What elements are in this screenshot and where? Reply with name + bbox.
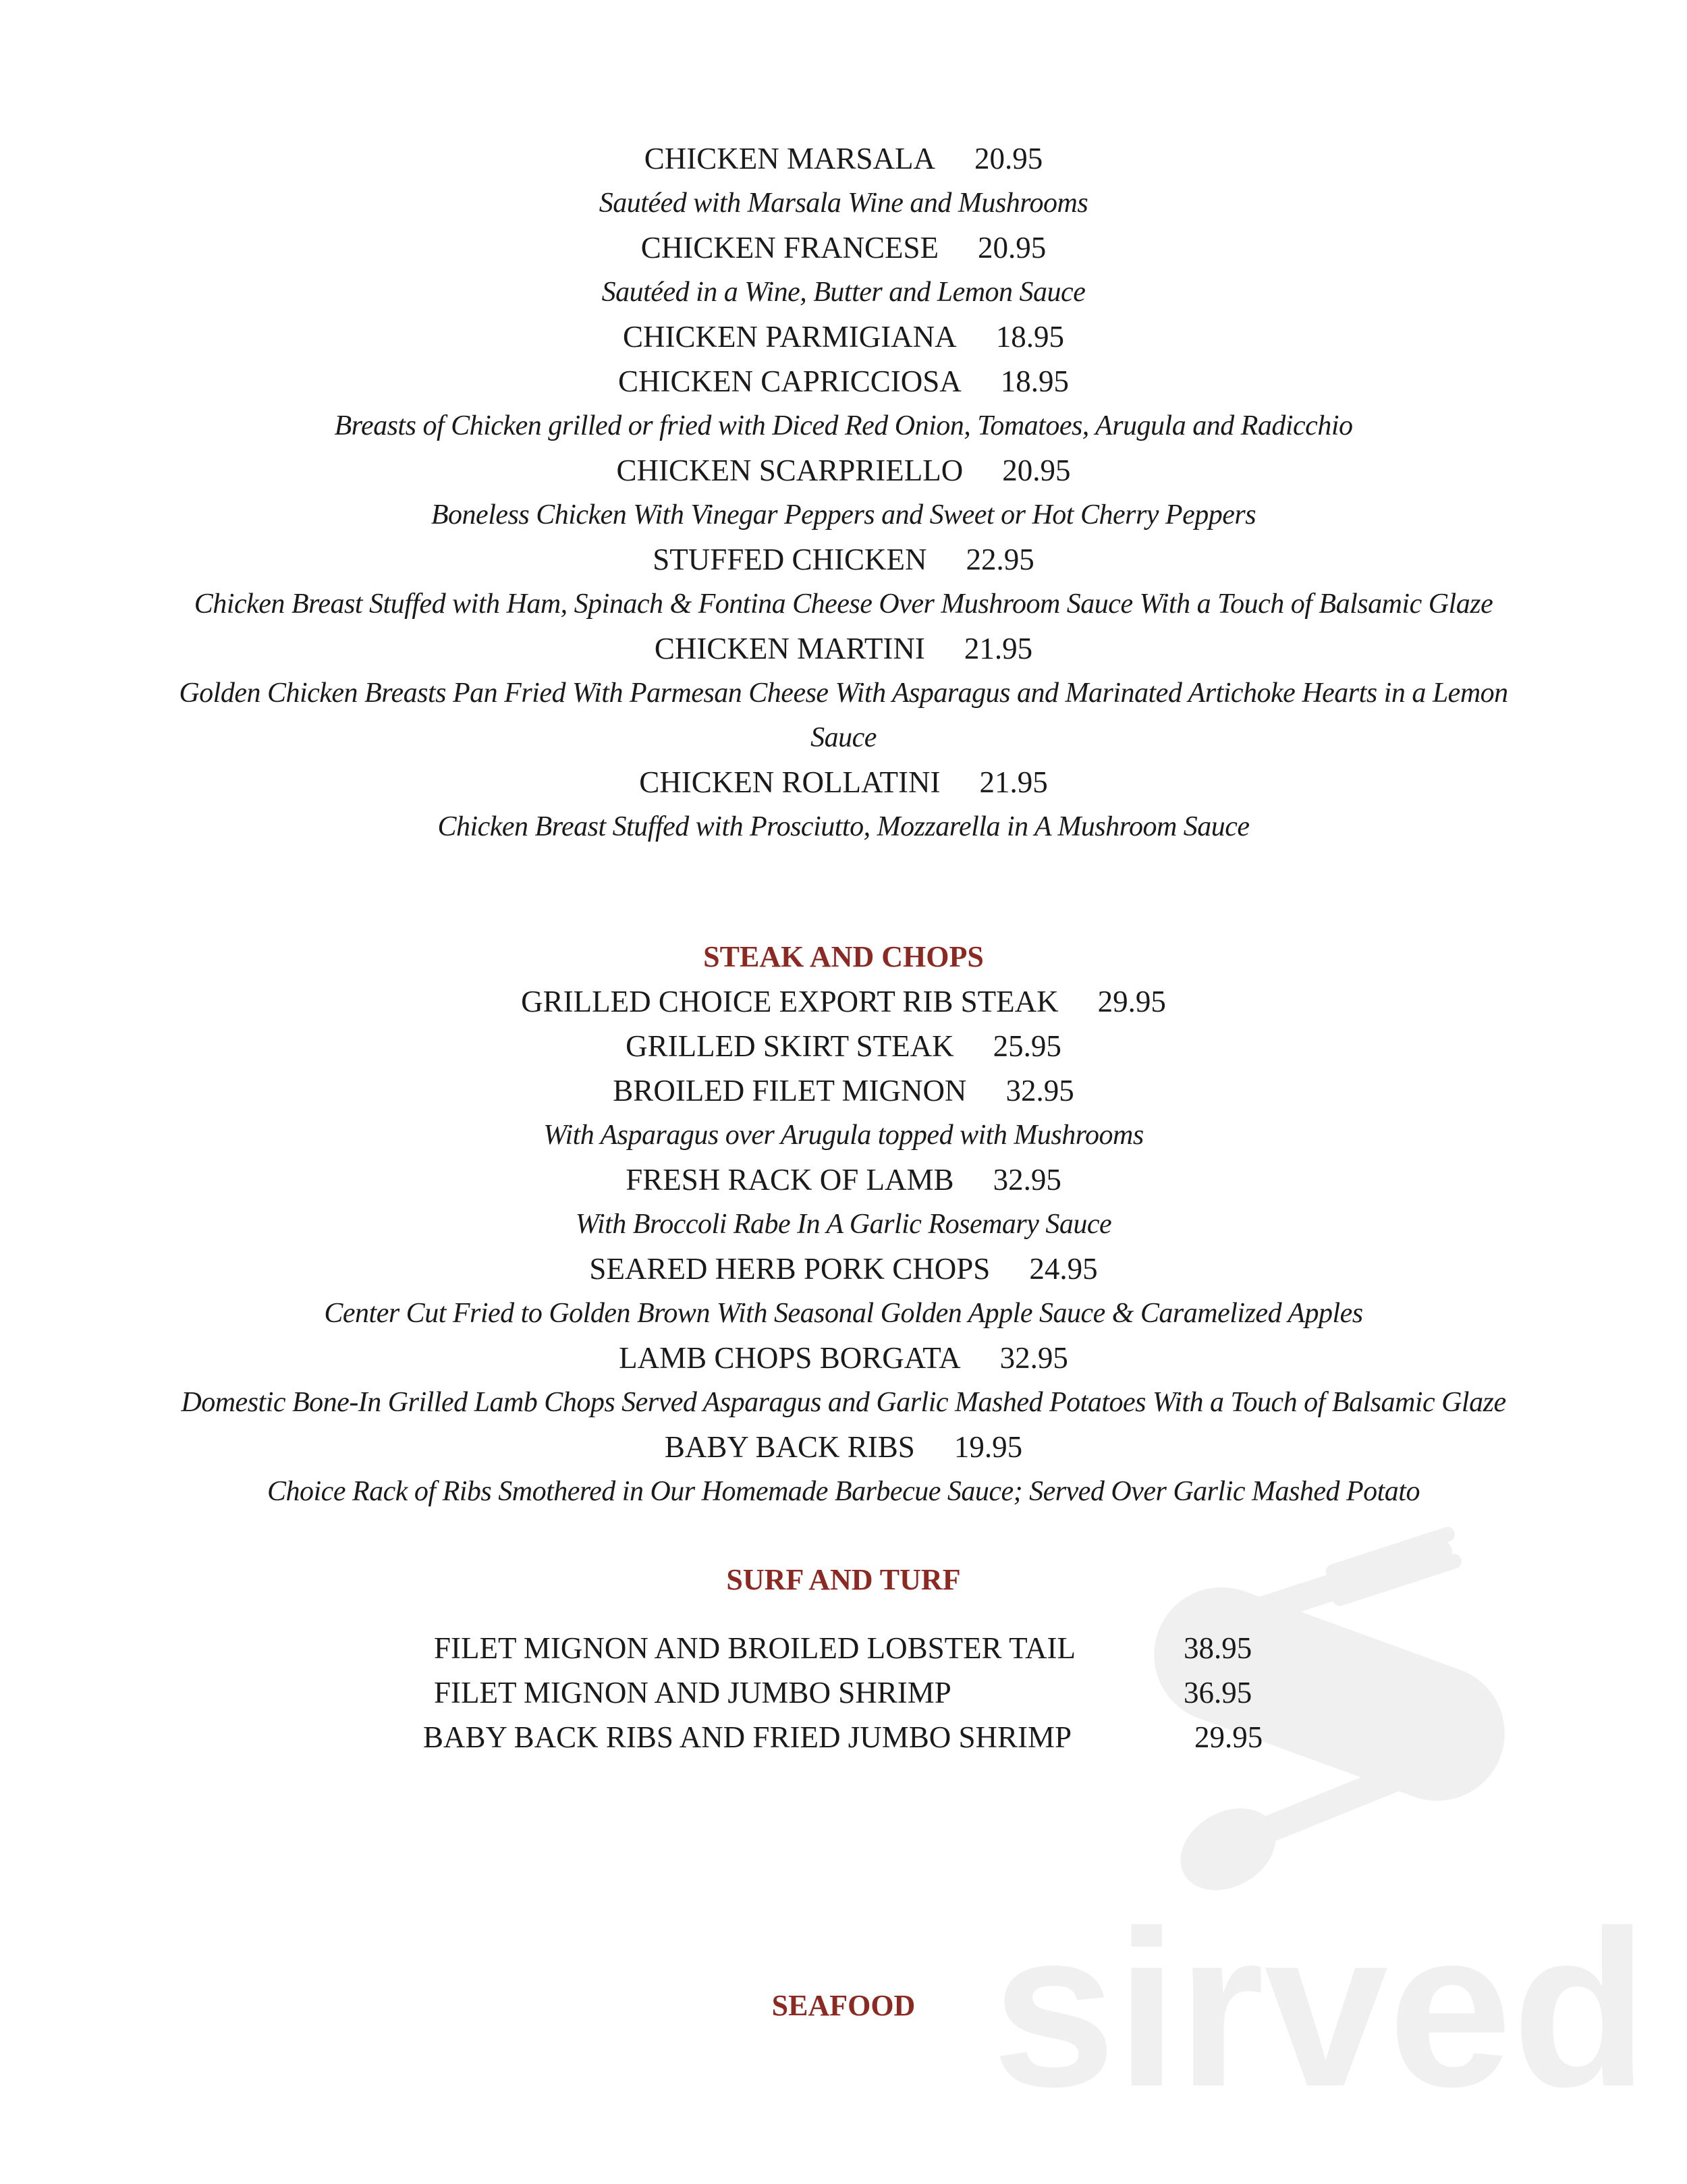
item-name: GRILLED SKIRT STEAK bbox=[626, 1029, 954, 1063]
menu-item bbox=[0, 760, 1687, 804]
item-price: 38.95 bbox=[1184, 1631, 1252, 1665]
menu-item bbox=[0, 1425, 1687, 1469]
item-price: 29.95 bbox=[1097, 985, 1166, 1018]
item-description: Domestic Bone-In Grilled Lamb Chops Served Asparagus and Garlic Mashed Potatoes With a Touch of Balsamic Glaze bbox=[181, 1387, 1506, 1418]
item-name: LAMB CHOPS BORGATA bbox=[619, 1341, 961, 1375]
item-price: 32.95 bbox=[1005, 1074, 1074, 1108]
item-price: 18.95 bbox=[1000, 364, 1070, 398]
item-name: FRESH RACK OF LAMB bbox=[626, 1163, 954, 1197]
item-description: Sautéed with Marsala Wine and Mushrooms bbox=[599, 188, 1088, 219]
item-price: 21.95 bbox=[979, 765, 1048, 799]
menu-item bbox=[0, 315, 1687, 359]
item-name: FILET MIGNON AND BROILED LOBSTER TAIL bbox=[434, 1631, 1076, 1665]
item-price: 21.95 bbox=[964, 632, 1033, 665]
item-description: Golden Chicken Breasts Pan Fried With Parmesan Cheese With Asparagus and Marinated Artichoke Hearts in a Lemon bbox=[179, 678, 1508, 709]
item-description: Boneless Chicken With Vinegar Peppers and Sweet or Hot Cherry Peppers bbox=[431, 499, 1256, 530]
steak-section bbox=[0, 935, 1687, 1514]
item-price: 18.95 bbox=[995, 320, 1064, 354]
menu-item bbox=[0, 359, 1687, 404]
item-price: 32.95 bbox=[999, 1341, 1068, 1375]
item-name: GRILLED CHOICE EXPORT RIB STEAK bbox=[521, 985, 1059, 1018]
menu-item bbox=[0, 1247, 1687, 1291]
watermark-text: sirved bbox=[992, 1884, 1649, 2133]
item-description: Chicken Breast Stuffed with Prosciutto, Mozzarella in A Mushroom Sauce bbox=[437, 811, 1250, 842]
item-description: With Broccoli Rabe In A Garlic Rosemary Sauce bbox=[575, 1209, 1112, 1240]
item-description: Sauce bbox=[810, 722, 877, 753]
item-name: BABY BACK RIBS AND FRIED JUMBO SHRIMP bbox=[423, 1720, 1072, 1754]
item-name: CHICKEN CAPRICCIOSA bbox=[617, 364, 962, 398]
menu-item bbox=[0, 1068, 1687, 1113]
item-name: CHICKEN FRANCESE bbox=[640, 231, 939, 265]
item-description: Breasts of Chicken grilled or fried with Diced Red Onion, Tomatoes, Arugula and Radicchio bbox=[334, 410, 1353, 441]
item-name: CHICKEN MARTINI bbox=[654, 632, 925, 665]
section-heading-surf: SURF AND TURF bbox=[726, 1563, 961, 1596]
item-price: 22.95 bbox=[966, 543, 1034, 576]
menu-item bbox=[0, 537, 1687, 582]
section-heading-steak: STEAK AND CHOPS bbox=[703, 940, 984, 973]
section-heading-seafood: SEAFOOD bbox=[771, 1989, 916, 2022]
menu-item bbox=[0, 1336, 1687, 1380]
menu-item bbox=[0, 136, 1687, 181]
item-name: BROILED FILET MIGNON bbox=[613, 1074, 967, 1108]
item-name: CHICKEN SCARPRIELLO bbox=[616, 454, 964, 487]
seafood-section bbox=[0, 1984, 1687, 2028]
menu-item bbox=[0, 626, 1687, 671]
menu-item bbox=[0, 979, 1687, 1024]
item-description: Chicken Breast Stuffed with Ham, Spinach & Fontina Cheese Over Mushroom Sauce With a Touch of Balsamic Glaze bbox=[194, 589, 1493, 620]
item-price: 20.95 bbox=[978, 231, 1047, 265]
menu-item bbox=[0, 1024, 1687, 1068]
item-price: 32.95 bbox=[993, 1163, 1061, 1197]
item-name: CHICKEN ROLLATINI bbox=[639, 765, 941, 799]
item-description: Center Cut Fried to Golden Brown With Seasonal Golden Apple Sauce & Caramelized Apples bbox=[324, 1298, 1363, 1329]
item-description: Choice Rack of Ribs Smothered in Our Homemade Barbecue Sauce; Served Over Garlic Mashed Potato bbox=[267, 1476, 1420, 1507]
item-name: SEARED HERB PORK CHOPS bbox=[589, 1252, 991, 1286]
item-name: CHICKEN MARSALA bbox=[644, 142, 936, 175]
item-name: FILET MIGNON AND JUMBO SHRIMP bbox=[434, 1676, 951, 1710]
item-name: BABY BACK RIBS bbox=[664, 1430, 915, 1464]
chicken-section bbox=[0, 136, 1687, 849]
item-description: With Asparagus over Arugula topped with Mushrooms bbox=[543, 1120, 1144, 1151]
menu-item bbox=[0, 1157, 1687, 1202]
item-price: 36.95 bbox=[1184, 1676, 1252, 1710]
menu-item bbox=[0, 225, 1687, 270]
item-price: 20.95 bbox=[1002, 454, 1071, 487]
item-price: 24.95 bbox=[1029, 1252, 1098, 1286]
surf-section bbox=[0, 1558, 1687, 1602]
item-price: 29.95 bbox=[1194, 1720, 1263, 1754]
item-name: CHICKEN PARMIGIANA bbox=[623, 320, 957, 354]
item-price: 25.95 bbox=[993, 1029, 1061, 1063]
menu-item bbox=[0, 448, 1687, 493]
item-price: 19.95 bbox=[953, 1430, 1023, 1464]
item-name: STUFFED CHICKEN bbox=[653, 543, 927, 576]
item-price: 20.95 bbox=[974, 142, 1043, 175]
item-description: Sautéed in a Wine, Butter and Lemon Sauce bbox=[601, 277, 1086, 308]
